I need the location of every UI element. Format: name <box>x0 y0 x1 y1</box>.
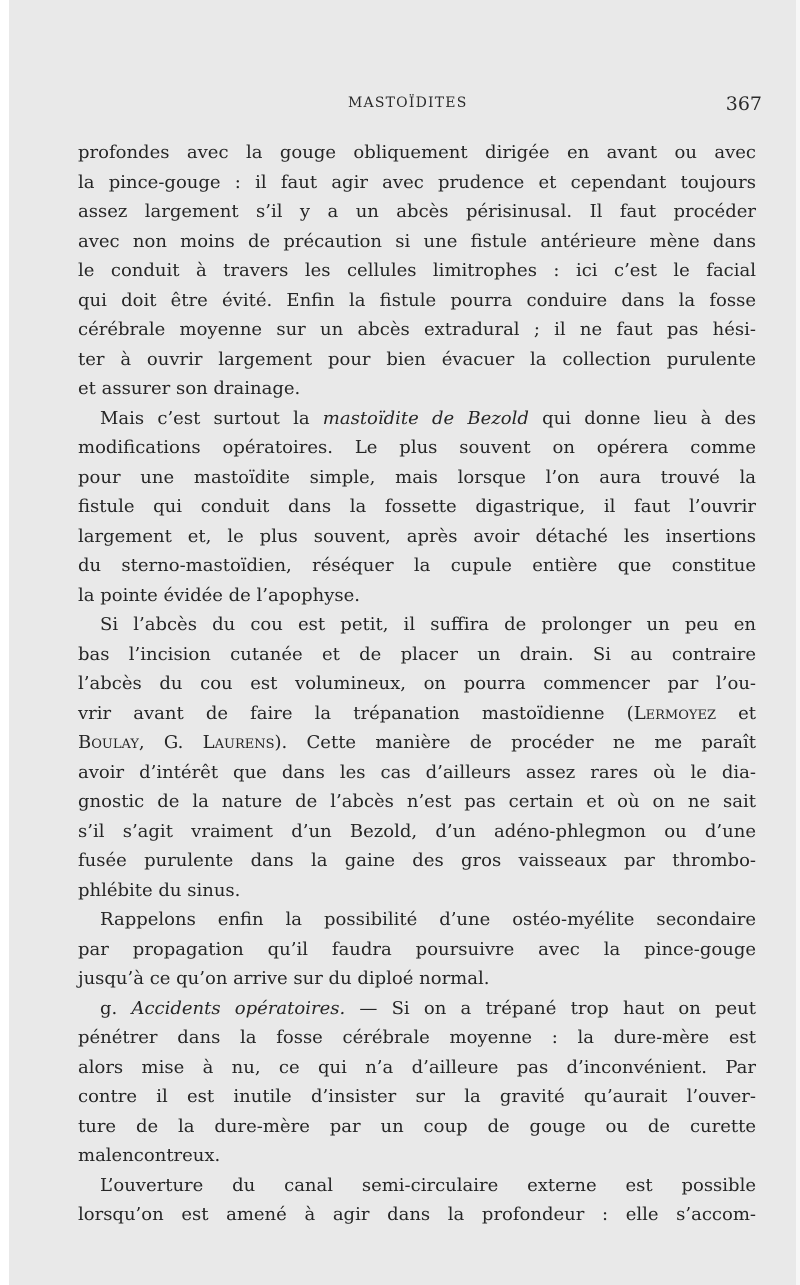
text-segment: ). Cette manière de procéder ne me paraît <box>274 732 756 753</box>
text-line: la pointe évidée de l’apophyse. <box>78 584 361 606</box>
small-caps-name: Lermoyez <box>633 702 716 724</box>
text-line: la pince-gouge : il faut agir avec prudence et cependant toujours <box>78 171 756 193</box>
text-segment: vrir avant de faire la trépanation mastoïdienne ( <box>78 702 634 724</box>
text-line: et assurer son drainage. <box>78 378 301 399</box>
text-line: fusée purulente dans la gaine des gros vaisseaux par thrombo- <box>78 850 756 871</box>
text-line: avoir d’intérêt que dans les cas d’ailleurs assez rares où le dia- <box>78 761 756 783</box>
text-line: alors mise à nu, ce qui n’a d’ailleure pas d’inconvénient. Par <box>78 1056 756 1078</box>
text-line <box>78 994 756 1024</box>
text-line <box>78 404 756 434</box>
text-line: le conduit à travers les cellules limitrophes : ici c’est le facial <box>78 260 756 281</box>
text-line: phlébite du sinus. <box>78 879 241 901</box>
text-segment: et <box>716 702 757 724</box>
body-text <box>78 138 756 1230</box>
text-line: assez largement s’il y a un abcès périsinusal. Il faut procéder <box>78 201 756 222</box>
text-line <box>78 699 756 729</box>
text-line: du sterno-mastoïdien, réséquer la cupule entière que constitue <box>78 555 756 576</box>
text-line: par propagation qu’il faudra poursuivre avec la pince-gouge <box>78 938 756 960</box>
text-segment: g. <box>100 997 132 1019</box>
text-line: ture de la dure-mère par un coup de gouge ou de curette <box>78 1115 756 1137</box>
text-line: jusqu’à ce qu’on arrive sur du diploé normal. <box>78 968 490 989</box>
scan-margin-right <box>796 0 800 1285</box>
text-line: bas l’incision cutanée et de placer un drain. Si au contraire <box>78 643 756 665</box>
text-line: avec non moins de précaution si une fistule antérieure mène dans <box>78 230 756 252</box>
scan-margin-left <box>0 0 9 1285</box>
text-line: L’ouverture du canal semi-circulaire externe est possible <box>100 1174 756 1196</box>
text-line: modifications opératoires. Le plus souvent on opérera comme <box>78 437 756 458</box>
text-line: largement et, le plus souvent, après avoir détaché les insertions <box>78 525 756 547</box>
small-caps-name: Boulay <box>78 732 139 753</box>
text-segment: qui donne lieu à des <box>528 407 756 429</box>
text-line: l’abcès du cou est volumineux, on pourra commencer par l’ou- <box>78 673 756 694</box>
text-line: lorsqu’on est amené à agir dans la profondeur : elle s’accom- <box>78 1204 756 1225</box>
text-line: pénétrer dans la fosse cérébrale moyenne : la dure-mère est <box>78 1027 756 1048</box>
text-line: ter à ouvrir largement pour bien évacuer la collection purulente <box>78 348 756 370</box>
running-header <box>78 93 762 117</box>
text-segment: , G. <box>138 732 203 753</box>
text-line: s’il s’agit vraiment d’un Bezold, d’un adéno-phlegmon ou d’une <box>78 820 756 842</box>
text-segment: Mais c’est surtout la <box>100 407 323 429</box>
text-line: gnostic de la nature de l’abcès n’est pas certain et où on ne sait <box>78 791 756 812</box>
text-line: cérébrale moyenne sur un abcès extradural ; il ne faut pas hési- <box>78 319 756 340</box>
text-line: Si l’abcès du cou est petit, il suffira de prolonger un peu en <box>100 614 756 635</box>
italic-text: Accidents opératoires. <box>131 997 346 1019</box>
page-number: 367 <box>725 93 762 115</box>
text-line: pour une mastoïdite simple, mais lorsque l’on aura trouvé la <box>78 466 756 488</box>
text-segment: — Si on a trépané trop haut on peut <box>345 997 756 1019</box>
text-line: fistule qui conduit dans la fossette digastrique, il faut l’ouvrir <box>78 496 756 517</box>
text-line: Rappelons enfin la possibilité d’une ostéo-myélite secondaire <box>100 909 756 930</box>
text-line <box>78 728 756 758</box>
text-line: malencontreux. <box>78 1145 221 1166</box>
small-caps-name: Laurens <box>202 732 275 753</box>
italic-text: mastoïdite de Bezold <box>322 407 529 429</box>
text-line: contre il est inutile d’insister sur la gravité qu’aurait l’ouver- <box>78 1086 756 1107</box>
running-title: MASTOÏDITES <box>348 95 468 111</box>
text-line: profondes avec la gouge obliquement dirigée en avant ou avec <box>78 142 756 163</box>
text-line: qui doit être évité. Enfin la fistule pourra conduire dans la fosse <box>78 289 756 311</box>
